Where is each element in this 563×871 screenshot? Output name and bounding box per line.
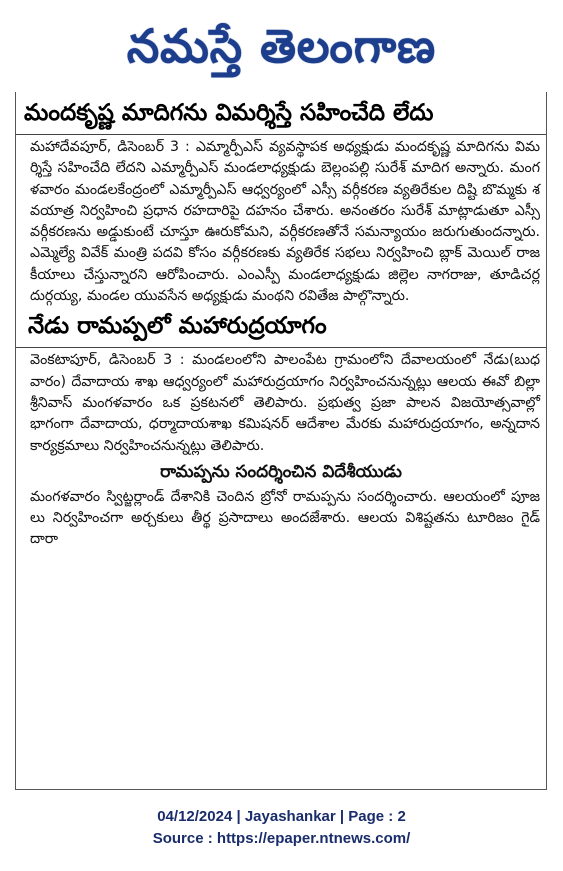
clipping-frame bbox=[15, 92, 547, 790]
article3-headline: రామప్పను సందర్శించిన విదేశీయుడు bbox=[160, 461, 402, 482]
article1-headline: మందకృష్ణ మాదిగను విమర్శిస్తే సహించేది లేదు bbox=[24, 100, 434, 126]
masthead bbox=[0, 6, 563, 86]
footer-source: Source : https://epaper.ntnews.com/ bbox=[152, 830, 411, 847]
article3-body: మంగళవారం స్విట్జర్లాండ్ దేశానికి చెందిన బ్రోనో రామప్పను సందర్శించారు. ఆలయంలో పూజలు నిర్వహించగా అర్చకులు తీర్థ ప్రసాదాలు అందజేశారు. ఆలయ విశిష్టతను టూరిజం గైడ్ దారా bbox=[30, 488, 540, 548]
article2-headline: నేడు రామప్పలో మహారుద్రయాగం bbox=[28, 313, 327, 340]
article2-body: వెంకటాపూర్, డిసెంబర్ 3 : మండలంలోని పాలంపేట గ్రామంలోని దేవాలయంలో నేడు(బుధవారం) దేవాదాయ శాఖ ఆధ్వర్యంలో మహారుద్రయాగం నిర్వహించనున్నట్లు ఆలయ ఈవో బిల్లా శ్రీనివాస్ మంగళవారం ఒక ప్రకటనలో తెలిపారు. ప్రభుత్వ ప్రజా పాలన విజయోత్సవాల్లో భాగంగా దేవాదాయ, ధర్మాదాయశాఖ కమిషనర్ ఆదేశాల మేరకు మహారుద్రయాగం, అన్నదాన కార్యక్రమాలు నిర్వహించనున్నట్లు తెలిపారు. bbox=[30, 352, 540, 454]
footer-date-edition: 04/12/2024 | Jayashankar | Page : 2 bbox=[157, 808, 406, 825]
newspaper-title: నమస్తే తెలంగాణ bbox=[126, 19, 437, 73]
article1-body: మహాదేవపూర్, డిసెంబర్ 3 : ఎమ్మార్పీఎస్ వ్యవస్థాపక అధ్యక్షుడు మందకృష్ణ మాదిగను విమర్శిస్తే సహించేది లేదని ఎమ్మార్పీఎస్ మండలాధ్యక్షుడు బెల్లంపల్లి సురేశ్ మాదిగ అన్నారు. మంగళవారం మండలకేంద్రంలో ఎమ్మార్పీఎస్ ఆధ్వర్యంలో ఎస్సీ వర్గీకరణ వ్యతిరేకుల దిష్టి బొమ్మకు శవయాత్ర నిర్వహించి ప్రధాన రహదారిపై దహనం చేశారు. అనంతరం సురేశ్ మాట్లాడుతూ ఎస్సీ వర్గీకరణను అడ్డుకుంటే చూస్తూ ఊరుకోమని, వర్గీకరణతోనే సమన్యాయం జరుగుతుందన్నారు. ఎమ్మెల్యే వివేక్ మంత్రి పదవి కోసం వర్గీకరణకు వ్యతిరేక సభలు నిర్వహించి బ్లాక్ మెయిల్ రాజకీయాలు చేస్తున్నారని ఆరోపించారు. ఎంఎస్పీ మండలాధ్యక్షుడు జిల్లెల నాగరాజు, తూడిచర్ల దుర్గయ్య, మండల యువసేన అధ్యక్షుడు మంథని రవితేజ పాల్గొన్నారు. bbox=[30, 139, 540, 305]
